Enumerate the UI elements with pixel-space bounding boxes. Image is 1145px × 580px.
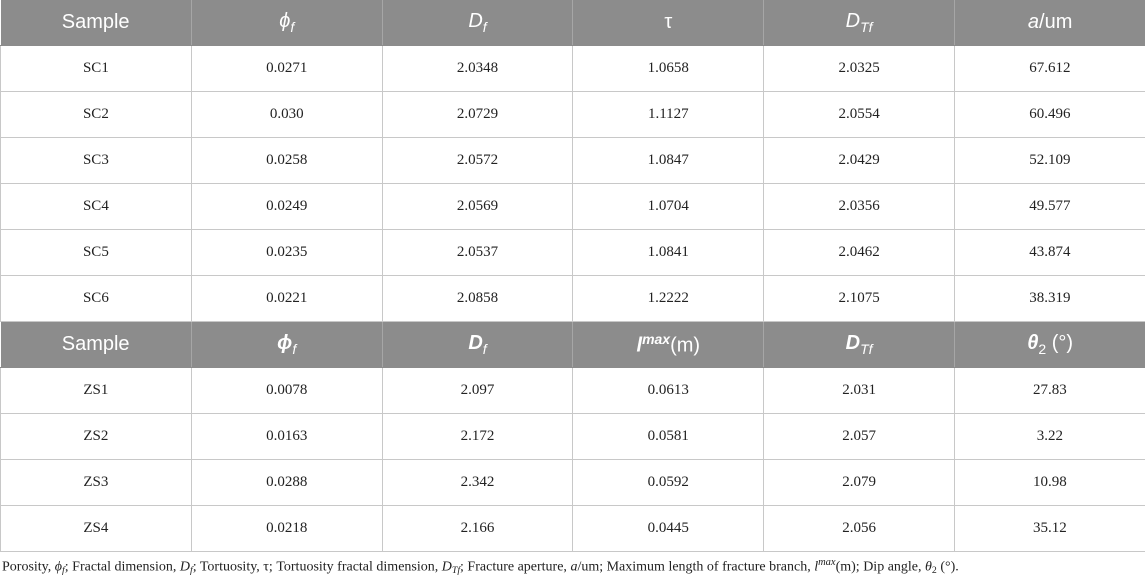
header-porosity: $\phi_f$	[191, 0, 382, 46]
cell-fracture-aperture: 43.874	[954, 230, 1145, 276]
cell-porosity: 0.0271	[191, 46, 382, 92]
cell-fractal-dimension: 2.0729	[382, 92, 573, 138]
cell-tortuosity-fractal-dimension: 2.1075	[764, 276, 955, 322]
header-sample: Sample	[1, 322, 192, 368]
cell-sample: SC2	[1, 92, 192, 138]
cell-tortuosity: 1.0658	[573, 46, 764, 92]
cell-fractal-dimension: 2.0572	[382, 138, 573, 184]
cell-sample: SC1	[1, 46, 192, 92]
table-body-zs	[1, 322, 1145, 552]
cell-tortuosity-fractal-dimension: 2.057	[764, 414, 955, 460]
cell-fractal-dimension: 2.0537	[382, 230, 573, 276]
cell-sample: SC3	[1, 138, 192, 184]
header-tortuosity: τ	[573, 0, 764, 46]
cell-porosity: 0.0258	[191, 138, 382, 184]
header-porosity: $\phi_f$	[191, 322, 382, 368]
cell-tortuosity: 1.1127	[573, 92, 764, 138]
header-row-zs	[1, 322, 1145, 368]
cell-tortuosity-fractal-dimension: 2.0325	[764, 46, 955, 92]
header-row-sc	[1, 0, 1145, 46]
cell-tortuosity: 1.2222	[573, 276, 764, 322]
cell-fractal-dimension: 2.342	[382, 460, 573, 506]
table-row	[1, 460, 1145, 506]
cell-max-branch-length: 0.0592	[573, 460, 764, 506]
cell-max-branch-length: 0.0445	[573, 506, 764, 552]
cell-fractal-dimension: 2.097	[382, 368, 573, 414]
table-row	[1, 46, 1145, 92]
cell-fractal-dimension: 2.0569	[382, 184, 573, 230]
header-fracture-aperture: a/um	[954, 0, 1145, 46]
cell-dip-angle: 10.98	[954, 460, 1145, 506]
cell-sample: ZS1	[1, 368, 192, 414]
table-row	[1, 414, 1145, 460]
cell-fracture-aperture: 52.109	[954, 138, 1145, 184]
table-row	[1, 368, 1145, 414]
header-dip-angle: $\theta_2$ (°)	[954, 322, 1145, 368]
cell-fractal-dimension: 2.0858	[382, 276, 573, 322]
header-fractal-dimension: $D_f$	[382, 0, 573, 46]
cell-fracture-aperture: 49.577	[954, 184, 1145, 230]
cell-porosity: 0.0218	[191, 506, 382, 552]
cell-sample: SC5	[1, 230, 192, 276]
cell-porosity: 0.0221	[191, 276, 382, 322]
cell-fracture-aperture: 60.496	[954, 92, 1145, 138]
cell-porosity: 0.0249	[191, 184, 382, 230]
cell-fractal-dimension: 2.0348	[382, 46, 573, 92]
cell-tortuosity: 1.0704	[573, 184, 764, 230]
cell-fractal-dimension: 2.166	[382, 506, 573, 552]
cell-fractal-dimension: 2.172	[382, 414, 573, 460]
table-row	[1, 184, 1145, 230]
table-row	[1, 276, 1145, 322]
cell-tortuosity-fractal-dimension: 2.0554	[764, 92, 955, 138]
header-fractal-dimension: $D_f$	[382, 322, 573, 368]
cell-max-branch-length: 0.0613	[573, 368, 764, 414]
cell-porosity: 0.0288	[191, 460, 382, 506]
cell-porosity: 0.0235	[191, 230, 382, 276]
cell-tortuosity-fractal-dimension: 2.079	[764, 460, 955, 506]
table-row	[1, 506, 1145, 552]
cell-sample: ZS4	[1, 506, 192, 552]
cell-porosity: 0.030	[191, 92, 382, 138]
header-tortuosity-fractal-dimension: $D_{Tf}$	[764, 0, 955, 46]
table-footnote: Porosity, $\phi_f$; Fractal dimension, $D_f$; Tortuosity, τ; Tortuosity fractal dimension, $D_{Tf}$; Fracture aperture, a/um; Maximum length of fracture branch, $l^{max}(m)$; Dip angle, $\theta_2$ (°).	[2, 557, 959, 577]
cell-tortuosity-fractal-dimension: 2.0429	[764, 138, 955, 184]
cell-fracture-aperture: 67.612	[954, 46, 1145, 92]
cell-tortuosity: 1.0841	[573, 230, 764, 276]
cell-sample: ZS3	[1, 460, 192, 506]
header-tortuosity-fractal-dimension: $D_{Tf}$	[764, 322, 955, 368]
cell-dip-angle: 35.12	[954, 506, 1145, 552]
cell-tortuosity-fractal-dimension: 2.056	[764, 506, 955, 552]
cell-porosity: 0.0163	[191, 414, 382, 460]
cell-tortuosity-fractal-dimension: 2.031	[764, 368, 955, 414]
header-sample: Sample	[1, 0, 192, 46]
cell-sample: ZS2	[1, 414, 192, 460]
cell-tortuosity-fractal-dimension: 2.0462	[764, 230, 955, 276]
table-body-sc	[1, 0, 1145, 322]
header-max-branch-length: $l^{max}(m)$	[573, 322, 764, 368]
cell-porosity: 0.0078	[191, 368, 382, 414]
cell-dip-angle: 27.83	[954, 368, 1145, 414]
table-row	[1, 230, 1145, 276]
table-row	[1, 92, 1145, 138]
cell-tortuosity: 1.0847	[573, 138, 764, 184]
cell-sample: SC6	[1, 276, 192, 322]
cell-fracture-aperture: 38.319	[954, 276, 1145, 322]
cell-dip-angle: 3.22	[954, 414, 1145, 460]
table-row	[1, 138, 1145, 184]
cell-sample: SC4	[1, 184, 192, 230]
cell-tortuosity-fractal-dimension: 2.0356	[764, 184, 955, 230]
cell-max-branch-length: 0.0581	[573, 414, 764, 460]
